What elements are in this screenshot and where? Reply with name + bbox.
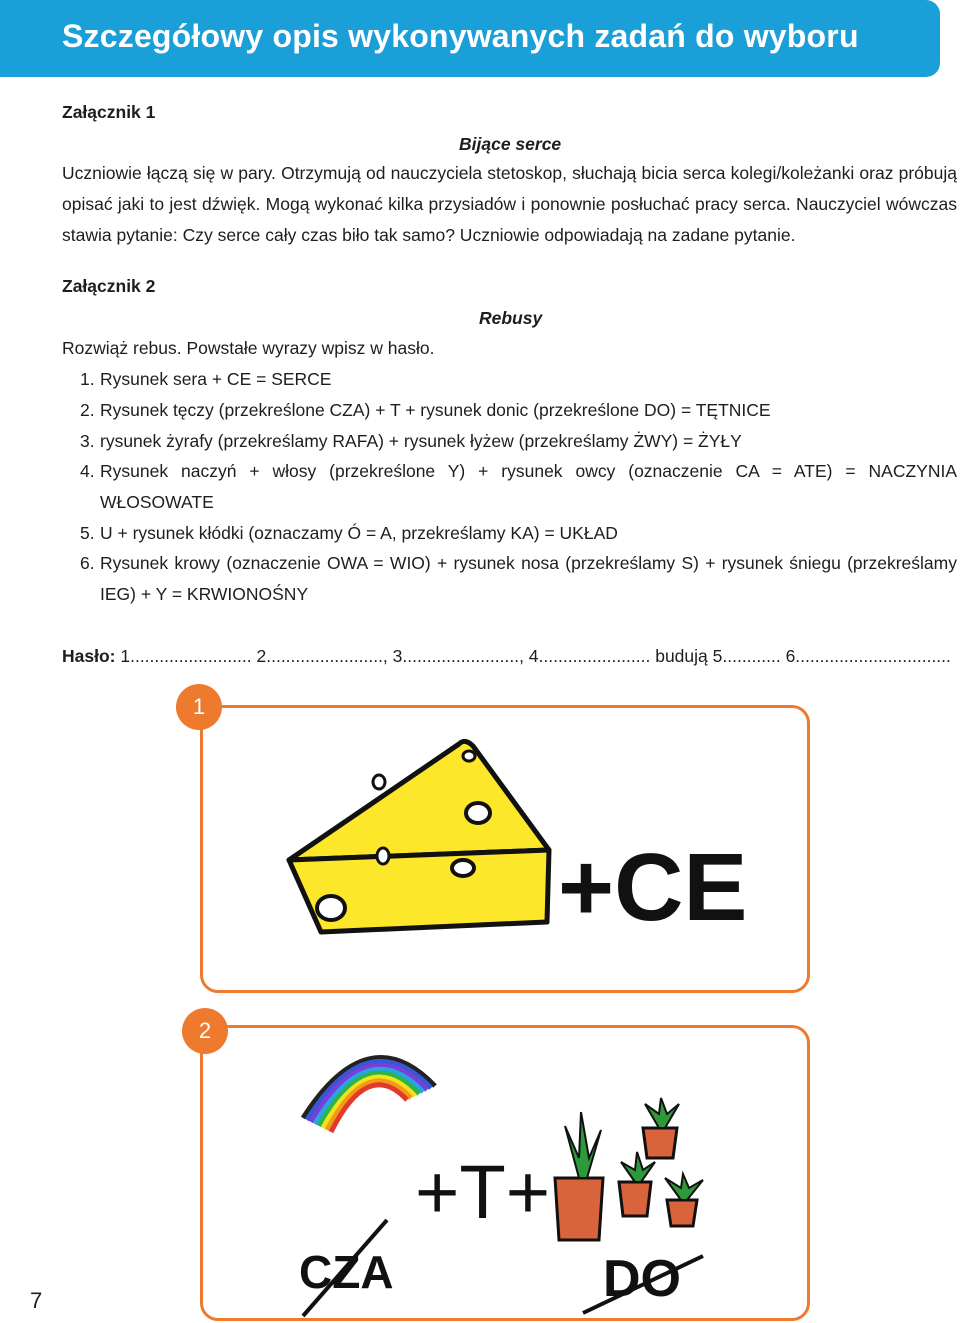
attachment-1-label: Załącznik 1 <box>62 102 156 122</box>
attachment-2-label: Załącznik 2 <box>62 276 156 296</box>
rebus-item-number: 1. <box>80 369 95 389</box>
password-blanks: 1......................... 2........................, 3........................, 4....................... budują 5............ 6................................ <box>120 646 951 666</box>
rebus-item-text: rysunek żyrafy (przekreślamy RAFA) + rysunek łyżew (przekreślamy ŻWY) = ŻYŁY <box>100 431 742 451</box>
rebus-item <box>80 364 957 395</box>
cheese-drawing <box>203 708 807 990</box>
rebus-item-text: Rysunek krowy (oznaczenie OWA = WIO) + rysunek nosa (przekreślamy S) + rysunek śniegu (przekreślamy IEG) + Y = KRWIONOŚNY <box>100 553 957 604</box>
attachment-1-paragraph: Uczniowie łączą się w pary. Otrzymują od nauczyciela stetoskop, słuchają bicia serca kolegi/koleżanki oraz próbują opisać jaki to jest dźwięk. Mogą wykonać kilka przysiadów i ponownie posłuchać pracy serca. Nauczyciel wówczas stawia pytanie: Czy serce cały czas biło tak samo? Uczniowie odpowiadają na zadane pytanie. <box>62 163 957 245</box>
rebus-item <box>80 426 957 457</box>
rebus-panel-1 <box>200 705 810 993</box>
rebus-item-text: U + rysunek kłódki (oznaczamy Ó = A, przekreślamy KA) = UKŁAD <box>100 523 618 543</box>
rebus-item-number: 5. <box>80 523 95 543</box>
panel-2-badge: 2 <box>182 1008 228 1054</box>
rebus-item-number: 6. <box>80 553 95 573</box>
rebus-item <box>80 548 957 604</box>
page-number: 7 <box>30 1288 43 1313</box>
password-label: Hasło: <box>62 646 116 666</box>
rebus-item-text: Rysunek naczyń + włosy (przekreślone Y) + rysunek owcy (oznaczenie CA = ATE) = NACZYNIA WŁOSOWATE <box>100 461 957 512</box>
rebus-item <box>80 456 957 512</box>
rebus-item-number: 2. <box>80 400 95 420</box>
rebus-panel-2 <box>200 1025 810 1321</box>
rebus-item-text: Rysunek sera + CE = SERCE <box>100 369 332 389</box>
flower-pots-icon <box>555 1098 703 1240</box>
header-bar <box>0 0 940 77</box>
attachment-1-title: Bijące serce <box>459 134 562 154</box>
plus-t-text: +T+ <box>415 1150 551 1235</box>
password-line <box>62 641 951 672</box>
rebus-item <box>80 518 957 549</box>
panel-1-badge: 1 <box>176 684 222 730</box>
crossed-cza-text: CZA <box>299 1246 394 1298</box>
attachment-2-title: Rebusy <box>479 308 543 328</box>
rebus-item-number: 3. <box>80 431 95 451</box>
page-title: Szczegółowy opis wykonywanych zadań do wyboru <box>62 18 859 54</box>
rebus-item <box>80 395 957 426</box>
rebus-item-number: 4. <box>80 461 95 481</box>
rebus-intro: Rozwiąż rebus. Powstałe wyrazy wpisz w hasło. <box>62 338 435 358</box>
plus-ce-text: +CE <box>558 834 748 941</box>
rainbow-pots-drawing <box>203 1028 807 1318</box>
rebus-item-text: Rysunek tęczy (przekreślone CZA) + T + rysunek donic (przekreślone DO) = TĘTNICE <box>100 400 771 420</box>
crossed-do-text: DO <box>603 1250 681 1308</box>
